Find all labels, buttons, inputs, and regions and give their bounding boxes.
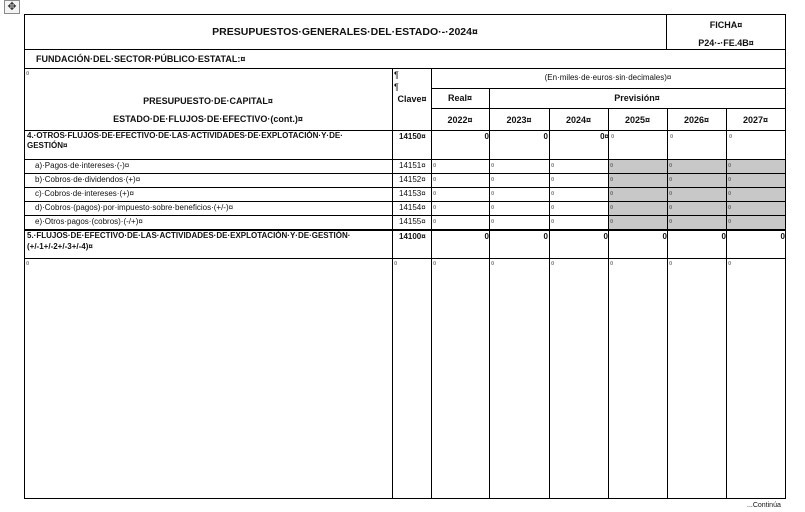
row-value: 0 [543,232,548,241]
cell-mark: ¤ [551,261,555,267]
pilcrow-mark: ¶ [394,82,399,92]
row-label-cont: (+/-1+/-2+/-3+/-4)¤ [27,242,93,251]
cell-mark: ¤ [551,205,555,211]
year-header: 2026¤ [683,115,710,125]
cell-mark: ¤ [728,205,732,211]
cell-mark: ¤ [669,163,673,169]
cell-mark: ¤ [491,219,495,225]
real-header: Real¤ [447,93,473,103]
row-label: d)·Cobros·(pagos)·por·impuesto·sobre·beneficios·(+/-)¤ [35,203,234,212]
row-value: 0 [721,232,726,241]
cell-mark: ¤ [433,261,437,267]
cell-mark: ¤ [728,261,732,267]
year-header: 2022¤ [447,115,473,125]
row-clave: 14100¤ [399,232,426,241]
cell-mark: ¤ [610,205,614,211]
ficha-code: P24·-·FE.4B¤ [698,38,754,48]
cell-mark: ¤ [610,163,614,169]
cell-mark: ¤ [491,163,495,169]
cell-mark: ¤ [433,177,437,183]
row-value: 0 [543,132,548,141]
row-clave: 14155¤ [399,217,426,226]
pilcrow-mark: ¶ [394,70,399,80]
cell-mark: ¤ [433,163,437,169]
cell-mark: ¤ [669,219,673,225]
row-clave: 14154¤ [399,203,426,212]
units-note: (En·miles·de·euros·sin·decimales)¤ [544,73,672,82]
cell-mark: ¤ [433,205,437,211]
cell-mark: ¤ [728,219,732,225]
cell-mark: ¤ [610,261,614,267]
row-value: 0 [484,232,489,241]
cell-mark: ¤ [670,134,674,140]
cell-mark: ¤ [728,163,732,169]
cell-mark: ¤ [26,261,30,267]
cell-mark: ¤ [491,261,495,267]
row-label: 5.·FLUJOS·DE·EFECTIVO·DE·LAS·ACTIVIDADES·DE·EXPLOTACIÓN·Y·DE·GESTIÓN· [27,231,351,240]
row-value: 0 [484,132,489,141]
row-clave: 14153¤ [399,189,426,198]
prevision-header: Previsión¤ [614,93,660,103]
cell-mark: ¤ [669,177,673,183]
row-label: 4.·OTROS·FLUJOS·DE·EFECTIVO·DE·LAS·ACTIVIDADES·DE·EXPLOTACIÓN·Y·DE· [27,131,343,140]
row-label-cont: GESTIÓN¤ [27,141,68,150]
row-label: a)·Pagos·de·intereses·(-)¤ [35,161,130,170]
cell-mark: ¤ [491,205,495,211]
cell-mark: ¤ [669,205,673,211]
cell-mark: ¤ [610,177,614,183]
row-value: 0 [662,232,667,241]
cell-mark: ¤ [551,219,555,225]
row-label: c)·Cobros·de·intereses·(+)¤ [35,189,134,198]
cell-mark: ¤ [728,177,732,183]
year-header: 2025¤ [624,115,651,125]
row-clave: 14151¤ [399,161,426,170]
row-clave: 14152¤ [399,175,426,184]
row-value: 0 [780,232,785,241]
cell-mark: ¤ [433,219,437,225]
year-header: 2024¤ [565,115,592,125]
row-label: b)·Cobros·de·dividendos·(+)¤ [35,175,141,184]
row-value: 0 [603,232,608,241]
cell-mark: ¤ [491,191,495,197]
heading-presupuesto-capital: PRESUPUESTO·DE·CAPITAL¤ [143,96,273,106]
document-title: PRESUPUESTOS·GENERALES·DEL·ESTADO·-·2024¤ [212,26,478,38]
clave-header: Clave¤ [397,94,427,104]
continua-footer: ...Continúa [747,502,781,509]
cell-mark: ¤ [551,163,555,169]
move-handle-icon[interactable]: ✥ [4,0,20,14]
heading-estado-flujos: ESTADO·DE·FLUJOS·DE·EFECTIVO·(cont.)¤ [113,114,303,124]
cell-mark: ¤ [551,191,555,197]
row-value: 0¤ [600,132,609,141]
row-label: e)·Otros·pagos·(cobros)·(-/+)¤ [35,217,143,226]
cell-mark: ¤ [491,177,495,183]
entity-label: FUNDACIÓN·DEL·SECTOR·PÚBLICO·ESTATAL:¤ [36,54,246,64]
cell-mark: ¤ [433,191,437,197]
cell-mark: ¤ [669,191,673,197]
cell-mark: ¤ [729,134,733,140]
cell-mark: ¤ [610,219,614,225]
row-clave: 14150¤ [399,132,426,141]
ficha-label: FICHA¤ [709,20,743,30]
cell-mark: ¤ [26,71,30,77]
cell-mark: ¤ [551,177,555,183]
cell-mark: ¤ [728,191,732,197]
year-header: 2027¤ [742,115,769,125]
cell-mark: ¤ [394,261,398,267]
cell-mark: ¤ [611,134,615,140]
year-header: 2023¤ [506,115,532,125]
cell-mark: ¤ [669,261,673,267]
shaded-region [609,160,785,231]
cell-mark: ¤ [610,191,614,197]
